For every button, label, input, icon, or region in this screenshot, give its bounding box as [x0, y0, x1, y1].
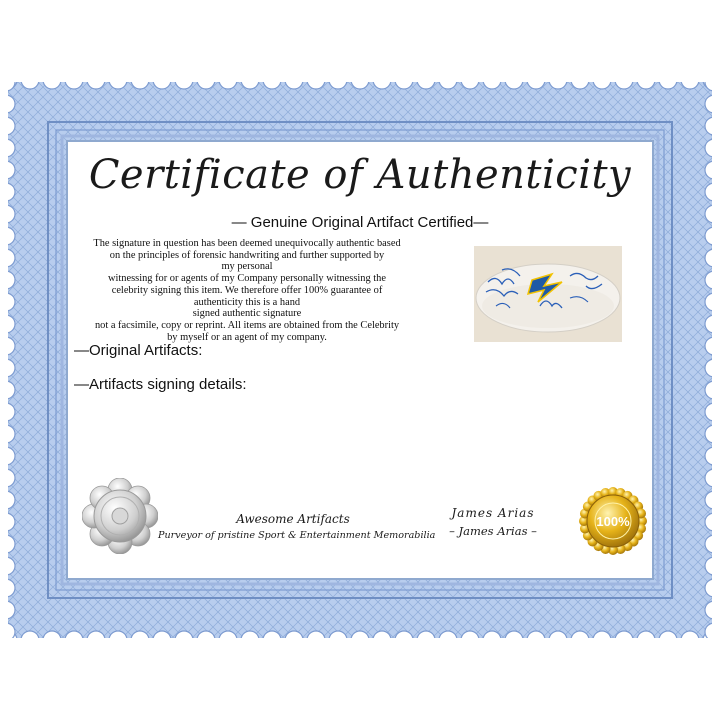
- guarantee-badge-icon: [578, 486, 648, 556]
- statement-line: my personal: [221, 261, 273, 273]
- certificate-title: Certificate of Authenticity: [88, 152, 632, 198]
- signer-name: – James Arias –: [449, 524, 537, 538]
- certificate-subtitle: — Genuine Original Artifact Certified—: [231, 214, 489, 231]
- guarantee-badge-text: 100%: [596, 514, 630, 529]
- silver-seal: [82, 478, 158, 558]
- certificate: [8, 82, 712, 638]
- company-name: Awesome Artifacts: [236, 512, 350, 526]
- statement-line: authenticity this is a hand: [193, 296, 301, 308]
- statement-line: not a facsimile, copy or reprint. All items are obtained from the Celebrity: [94, 319, 400, 331]
- signed-football-image: [474, 246, 622, 342]
- artifact-photo: [474, 246, 622, 342]
- statement-line: signed authentic signature: [192, 308, 302, 320]
- signing-details-label: —Artifacts signing details:: [74, 376, 247, 393]
- seal-icon: [82, 478, 158, 554]
- signature: James Arias: [451, 506, 535, 520]
- certificate-statement: [76, 238, 418, 343]
- statement-line: The signature in question has been deemed unequivocally authentic based: [93, 238, 401, 249]
- company-block: [158, 512, 436, 541]
- statement-line: witnessing for or agents of my Company personally witnessing the: [108, 273, 386, 285]
- company-tagline: Purveyor of pristine Sport & Entertainment Memorabilia: [158, 530, 436, 541]
- certificate-panel: [66, 140, 654, 580]
- statement-line: by myself or an agent of my company.: [167, 331, 327, 343]
- signer-block: [428, 506, 558, 538]
- statement-line: on the principles of forensic handwriting and further supported by: [109, 249, 385, 261]
- statement-line: celebrity signing this item. We therefore offer 100% guarantee of: [111, 284, 383, 296]
- original-artifacts-label: —Original Artifacts:: [74, 342, 203, 359]
- gold-guarantee-seal: [578, 486, 648, 560]
